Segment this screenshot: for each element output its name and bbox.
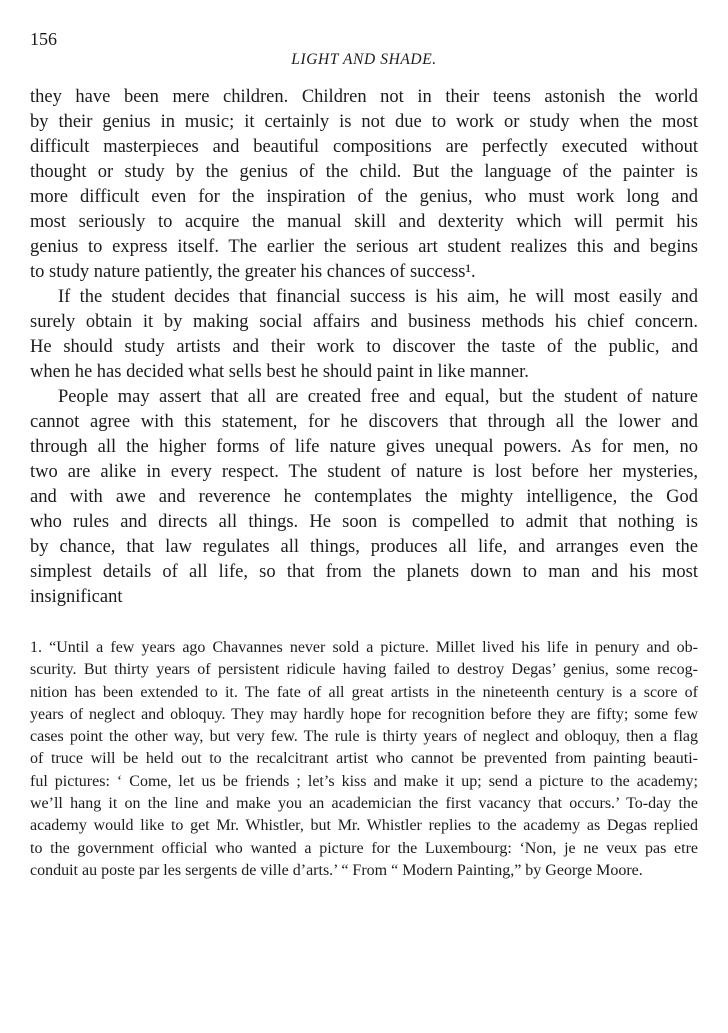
text-line: genius to express itself. The earlier the serious art student realizes this and begins: [30, 237, 698, 257]
text-line: by their genius in music; it certainly is not due to work or study when the most: [30, 112, 698, 132]
footnote-line: conduit au poste par les sergents de ville d’arts.’ “ From “ Modern Painting,” by George Moore.: [30, 861, 643, 879]
text-line: cannot agree with this statement, for he discovers that through all the lower and: [30, 412, 698, 432]
running-header: LIGHT AND SHADE.: [291, 51, 437, 68]
footnote-line: to the government official who wanted a picture for the Luxembourg: ‘Non, je ne veux pas etre: [30, 839, 698, 857]
text-line: by chance, that law regulates all things, produces all life, and arranges even the: [30, 537, 698, 557]
text-line: simplest details of all life, so that from the planets down to man and his most: [30, 562, 698, 582]
footnote-line: years of neglect and obloquy. They may hardly hope for recognition before they are fifty; some few: [30, 705, 698, 723]
text-line: more difficult even for the inspiration of the genius, who must work long and: [30, 187, 698, 207]
page-number: 156: [30, 29, 57, 49]
paragraph-2: [30, 285, 698, 385]
paragraph-1: [30, 85, 698, 285]
text-line: People may assert that all are created free and equal, but the student of nature: [58, 387, 698, 407]
footnote-line: ful pictures: ‘ Come, let us be friends ; let’s kiss and make it up; send a picture to the academy;: [30, 772, 698, 790]
text-line: when he has decided what sells best he should paint in like manner.: [30, 362, 529, 382]
text-line: thought or study by the genius of the child. But the language of the painter is: [30, 162, 698, 182]
footnote-line: 1. “Until a few years ago Chavannes never sold a picture. Millet lived his life in penury and ob-: [30, 639, 698, 656]
paragraph-3: [30, 385, 698, 610]
text-line: most seriously to acquire the manual skill and dexterity which will permit his: [30, 212, 698, 232]
text-line: insignificant: [30, 587, 123, 607]
footnote-line: academy would like to get Mr. Whistler, but Mr. Whistler replies to the academy as Degas replied: [30, 817, 698, 835]
footnote-line: nition has been extended to it. The fate of all great artists in the nineteenth century is a score of: [30, 683, 698, 701]
text-line: they have been mere children. Children not in their teens astonish the world: [30, 87, 698, 107]
footnote-line: of truce will be held out to the recalcitrant artist who cannot be prevented from painting beauti-: [30, 750, 698, 768]
text-line: who rules and directs all things. He soon is compelled to admit that nothing is: [30, 512, 698, 532]
text-line: He should study artists and their work to discover the taste of the public, and: [30, 337, 698, 357]
footnote: [30, 637, 698, 882]
footnote-line: we’ll hang it on the line and make you an academician the first vacancy that occurs.’ To-day the: [30, 795, 698, 813]
text-line: difficult masterpieces and beautiful compositions are perfectly executed without: [30, 137, 698, 157]
body-text: [30, 85, 698, 610]
footnote-line: scurity. But thirty years of persistent ridicule having failed to destroy Degas’ genius, some recog-: [30, 661, 698, 679]
text-line: and with awe and reverence he contemplates the mighty intelligence, the God: [30, 487, 698, 507]
text-line: through all the higher forms of life nature gives unequal powers. As for men, no: [30, 437, 698, 457]
footnote-line: cases point the other way, but very few. The rule is thirty years of neglect and obloquy, then a flag: [30, 728, 698, 746]
text-line: If the student decides that financial success is his aim, he will most easily and: [58, 287, 698, 307]
text-line: to study nature patiently, the greater his chances of success¹.: [30, 262, 476, 282]
text-line: surely obtain it by making social affairs and business methods his chief concern.: [30, 312, 698, 332]
text-line: two are alike in every respect. The student of nature is lost before her mysteries,: [30, 462, 698, 482]
